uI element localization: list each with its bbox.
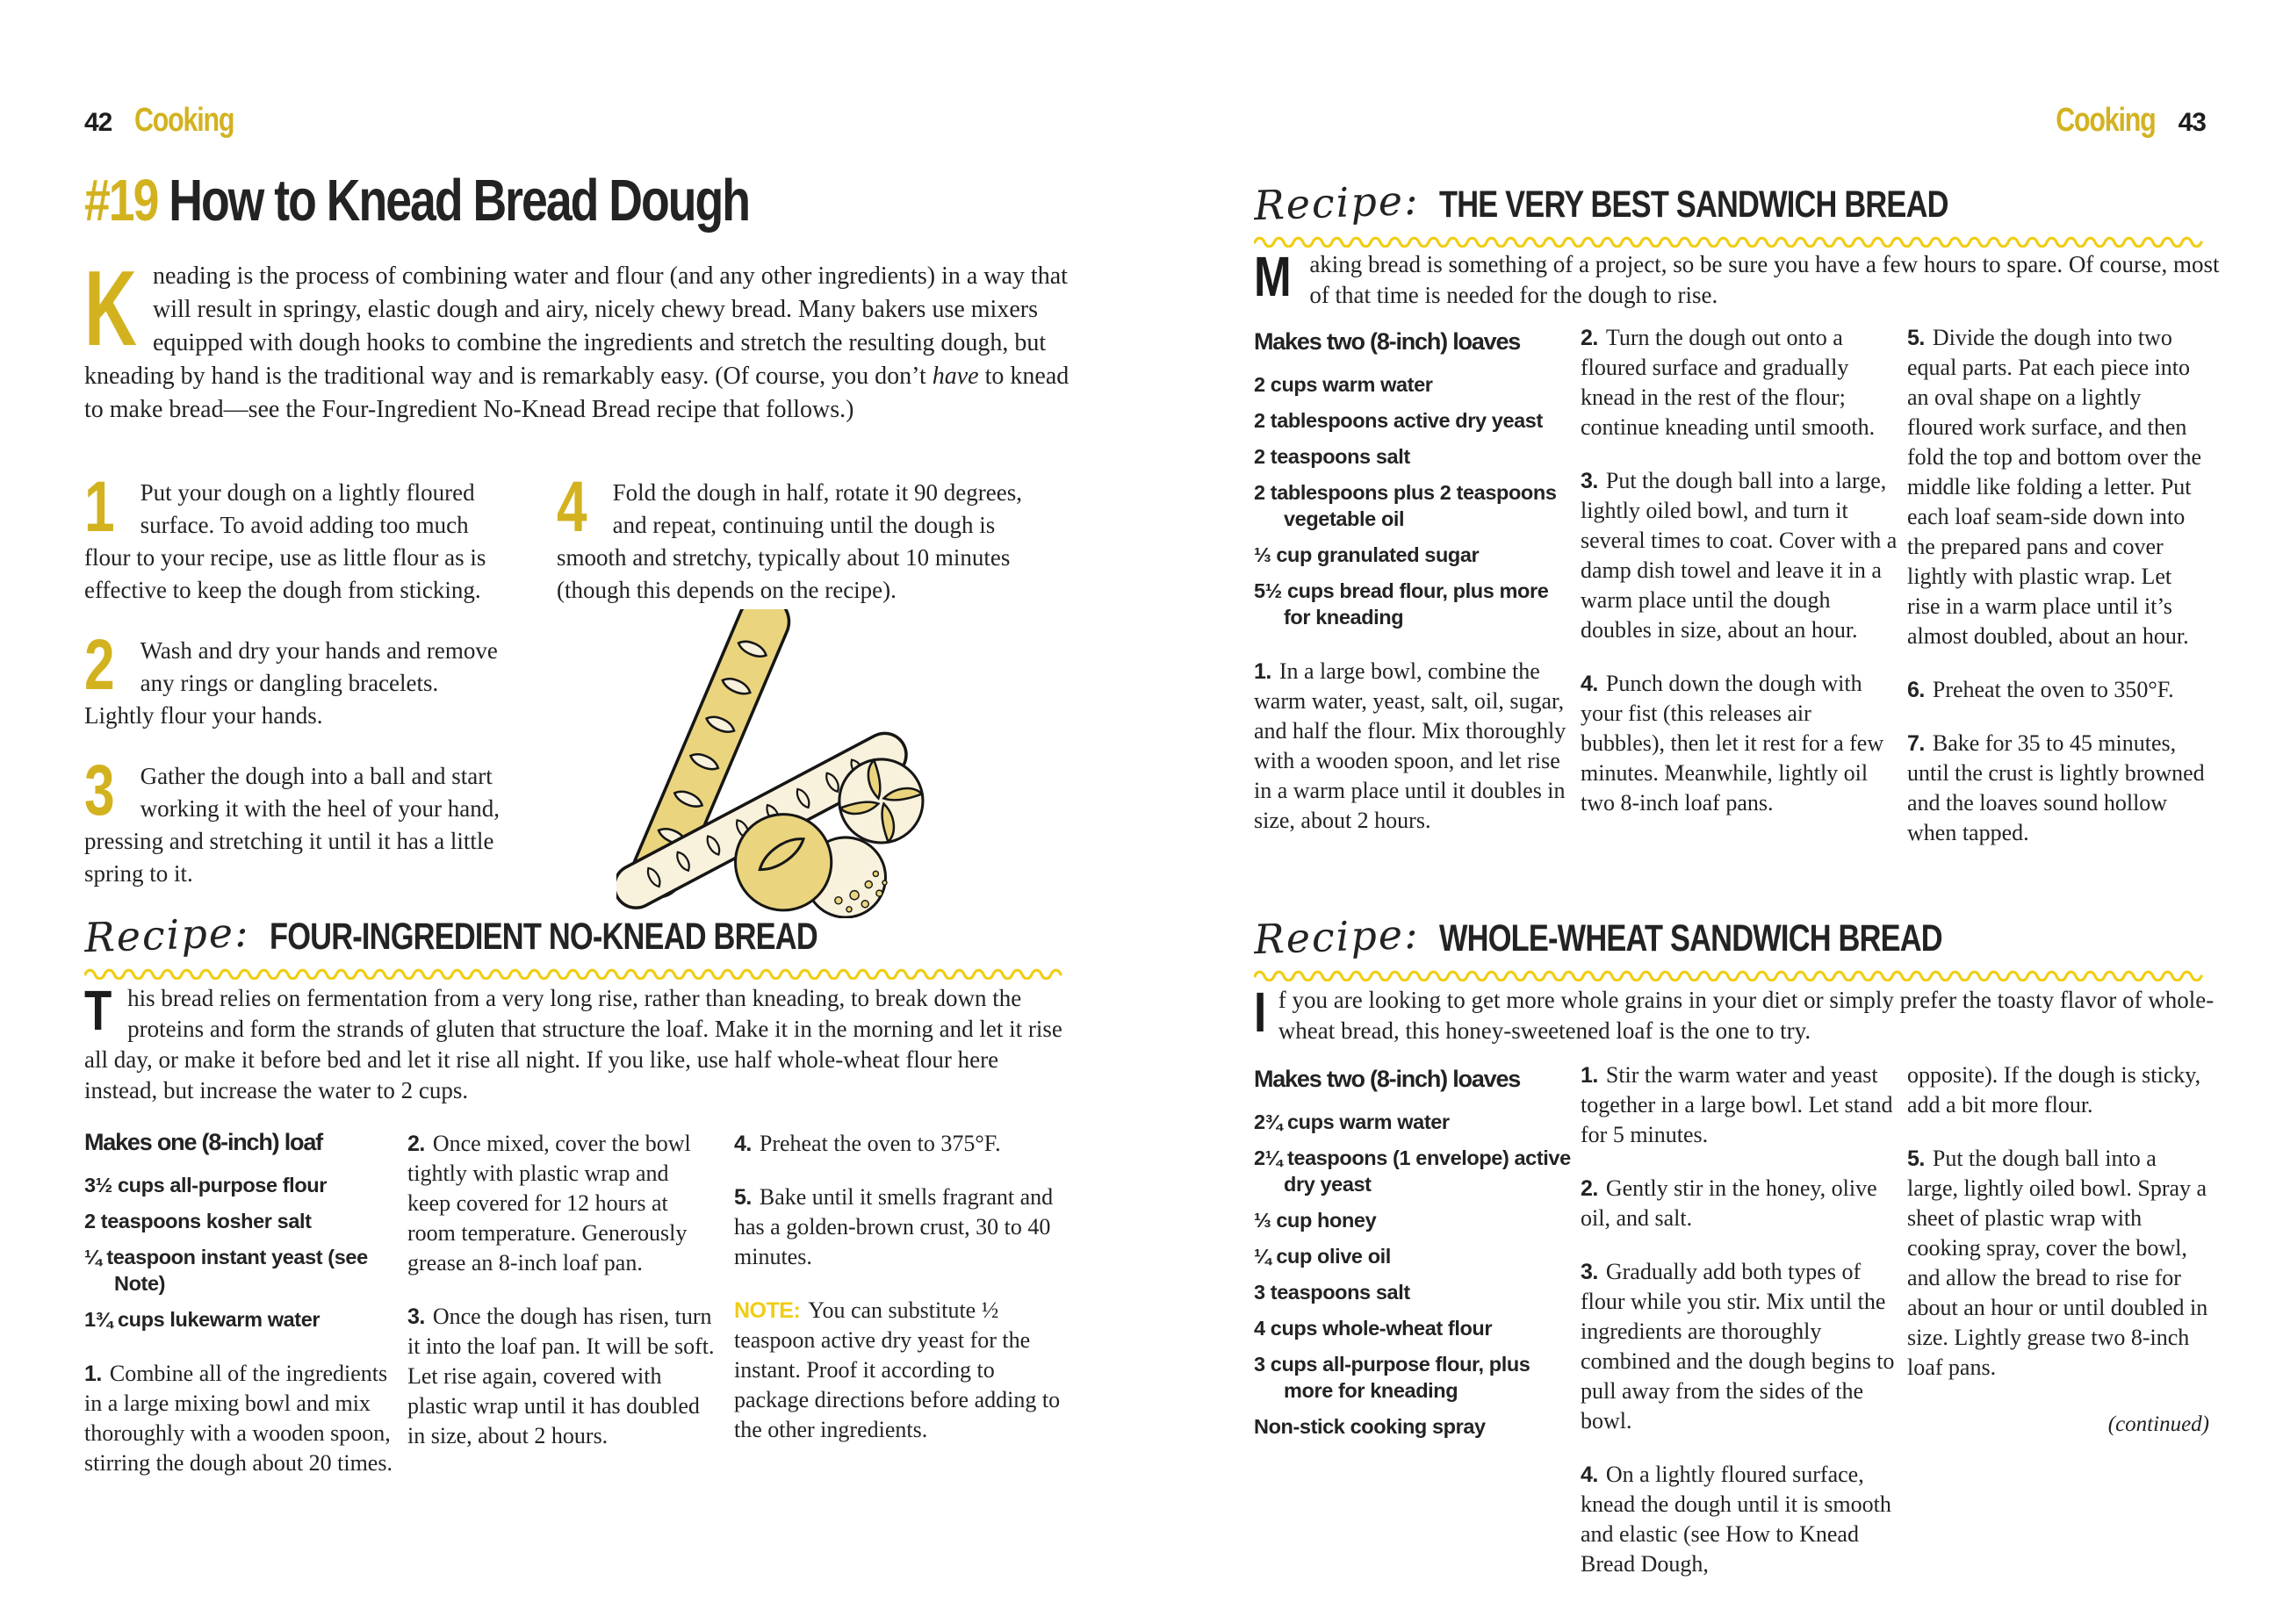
wavy-divider (84, 967, 1068, 980)
bread-illustration (616, 609, 925, 918)
ingredient: ⅓ cup honey (1254, 1209, 1377, 1232)
article-title (84, 167, 915, 234)
recipe-step: 5. Divide the dough into two equal parts. Pat each piece into an oval shape on a lightly floured work surface, and then fold the top and bottom over the middle like folding a letter. Put each loaf seam-side down into the prepared pans and cover lightly with plastic wrap. Let rise in a warm place until it’s almost doubled, about an hour. (1907, 325, 2202, 649)
recipe-2-header (1253, 176, 2207, 248)
article-intro: Kneading is the process of combining water and flour (and any other ingredients) in a way that will result in springy, elastic dough and airy, nicely chewy bread. Many bakers use mixers equipped with dough hooks to combine the ingredients and stretch the resulting dough, but kneading by hand is the traditional way and is remarkably easy. (Of course, you don’t have to knead to make bread—see the Four-Ingredient No-Knead Bread recipe that follows.) (84, 248, 1069, 423)
recipe-3-column-1 (1254, 1066, 1574, 1449)
recipe-1-column-1 (84, 1129, 397, 1502)
recipe-1-intro: This bread relies on fermentation from a very long rise, rather than kneading, to break down the proteins and form the strands of gluten that structure the loaf. Make it in the morning and let it rise all day, or make it before bed and let it rise all night. If you like, use half whole-wheat flour here instead, but increase the water to 2 cups. (84, 979, 1062, 1103)
recipe-step: 4. On a lightly floured surface, knead the dough until it is smooth and elastic (see How to Knead Bread Dough, (1581, 1462, 1891, 1577)
howto-step-2: 2 Wash and dry your hands and remove any rings or dangling bracelets. Lightly flour your hands. (84, 625, 498, 729)
recipe-step: 6. Preheat the oven to 350°F. (1907, 677, 2174, 702)
recipe-2-column-2 (1581, 323, 1900, 842)
recipe-step: 1. In a large bowl, combine the warm water, yeast, salt, oil, sugar, and half the flour. Mix thoroughly with a wooden spoon, and let rise in a warm place until it doubles in size, about 2 hours. (1254, 658, 1566, 833)
ingredient: 4 cups whole-wheat flour (1254, 1317, 1493, 1340)
left-page-number: 42 (84, 108, 112, 137)
recipe-2-intro: Making bread is something of a project, so be sure you have a few hours to spare. Of course, most of that time is needed for the dough to rise. (1254, 245, 2220, 308)
recipe-step: 3. Gradually add both types of flour while you stir. Mix until the ingredients are thoroughly combined and the dough begins to pull away from the sides of the bowl. (1581, 1259, 1895, 1434)
recipe-step: 2. Gently stir in the honey, olive oil, and salt. (1581, 1175, 1877, 1231)
recipe-3-title: WHOLE-WHEAT SANDWICH BREAD (1438, 917, 1942, 959)
ingredient: 2¾ cups warm water (1254, 1110, 1450, 1133)
ingredient: 2 tablespoons active dry yeast (1254, 409, 1543, 432)
wavy-divider (1254, 235, 2207, 248)
left-section-label: Cooking (134, 102, 234, 139)
recipe-1-header (83, 908, 1068, 980)
howto-column-left (84, 467, 502, 918)
left-page-header (84, 102, 259, 140)
ingredient: 2 teaspoons kosher salt (84, 1210, 312, 1232)
dropcap-i: I (1254, 981, 1267, 1044)
ingredient: 1¾ cups lukewarm water (84, 1308, 320, 1331)
right-section-label: Cooking (2056, 102, 2156, 139)
yield-line: Makes two (8-inch) loaves (1254, 1066, 1521, 1092)
recipe-step: 2. Once mixed, cover the bowl tightly with plastic wrap and keep covered for 12 hours at room temperature. Generously grease an 8-inch loaf pan. (407, 1131, 691, 1275)
recipe-1-column-3 (734, 1129, 1068, 1469)
article-title-text: How to Knead Bread Dough (169, 168, 749, 234)
recipe-3-header (1253, 909, 2207, 981)
ingredient: ⅓ cup granulated sugar (1254, 543, 1480, 566)
recipe-2-title: THE VERY BEST SANDWICH BREAD (1438, 183, 1948, 226)
continued-label: (continued) (2107, 1412, 2209, 1436)
ingredient: Non-stick cooking spray (1254, 1415, 1486, 1438)
recipe-1-column-2 (407, 1129, 715, 1475)
ingredient: 5½ cups bread flour, plus more for kneading (1254, 579, 1549, 629)
recipe-script-label: Recipe: (83, 908, 251, 962)
recipe-script-label: Recipe: (1253, 176, 1421, 230)
step-number: 3 (84, 751, 115, 830)
recipe-step: 4. Preheat the oven to 375°F. (734, 1131, 1001, 1156)
note-label: NOTE: (734, 1298, 801, 1323)
recipe-step: 5. Put the dough ball into a large, lightly oiled bowl. Spray a sheet of plastic wrap with cooking spray, cover the bowl, and allow the bread to rise for about an hour or until doubled in size. Lightly grease two 8-inch loaf pans. (1907, 1146, 2208, 1380)
yield-line: Makes two (8-inch) loaves (1254, 328, 1521, 355)
ingredient: 2 teaspoons salt (1254, 445, 1410, 468)
recipe-step: 5. Bake until it smells fragrant and has a golden-brown crust, 30 to 40 minutes. (734, 1184, 1054, 1269)
recipe-3-intro: If you are looking to get more whole grains in your diet or simply prefer the toasty flavor of whole-wheat bread, this honey-sweetened loaf is the one to try. (1254, 981, 2215, 1044)
ingredient: 2 cups warm water (1254, 373, 1433, 396)
yield-line: Makes one (8-inch) loaf (84, 1129, 322, 1155)
recipe-step: 3. Once the dough has risen, turn it into the loaf pan. It will be soft. Let rise again, covered with plastic wrap until it has doubled in size, about 2 hours. (407, 1304, 715, 1448)
step-number: 4 (557, 467, 587, 547)
article-number: #19 (84, 168, 158, 234)
recipe-step: 1. Combine all of the ingredients in a large mixing bowl and mix thoroughly with a wooden spoon, stirring the dough about 20 times. (84, 1361, 393, 1476)
howto-step-1: 1 Put your dough on a lightly floured surface. To avoid adding too much flour to your recipe, use as little flour as is effective to keep the dough from sticking. (84, 467, 486, 603)
ingredient: 2¼ teaspoons (1 envelope) active dry yeast (1254, 1146, 1571, 1196)
recipe-step: 1. Stir the warm water and yeast together in a large bowl. Let stand for 5 minutes. (1581, 1062, 1893, 1147)
recipe-1-title: FOUR-INGREDIENT NO-KNEAD BREAD (269, 916, 817, 958)
right-page-number: 43 (2178, 108, 2206, 137)
recipe-note: NOTE: You can substitute ½ teaspoon active dry yeast for the instant. Proof it according to package directions before adding to the other ingredients. (734, 1297, 1061, 1442)
right-page-header (2031, 102, 2206, 140)
step-number: 2 (84, 625, 115, 705)
ingredient: 3½ cups all-purpose flour (84, 1174, 327, 1196)
recipe-3-column-2 (1581, 1060, 1900, 1603)
ingredient: ¼ teaspoon instant yeast (see Note) (84, 1246, 368, 1295)
recipe-step: 4. Punch down the dough with your fist (this releases air bubbles), then let it rest for a few minutes. Meanwhile, lightly oil two 8-inch loaf pans. (1581, 671, 1884, 816)
dropcap-k: K (84, 248, 137, 368)
recipe-step-continuation: opposite). If the dough is sticky, add a bit more flour. (1907, 1062, 2201, 1117)
ingredient: 2 tablespoons plus 2 teaspoons vegetable oil (1254, 481, 1557, 530)
step-number: 1 (84, 467, 115, 547)
recipe-3-column-3 (1907, 1060, 2209, 1437)
howto-step-4: 4 Fold the dough in half, rotate it 90 degrees, and repeat, continuing until the dough is smooth and stretchy, typically about 10 minutes (though this depends on the recipe). (557, 467, 1023, 603)
dropcap-t: T (84, 979, 112, 1042)
wavy-divider (1254, 969, 2207, 981)
recipe-script-label: Recipe: (1253, 909, 1421, 964)
recipe-step: 7. Bake for 35 to 45 minutes, until the crust is lightly browned and the loaves sound hollow when tapped. (1907, 730, 2205, 845)
ingredient: 3 cups all-purpose flour, plus more for kneading (1254, 1353, 1530, 1402)
ingredient: ¼ cup olive oil (1254, 1245, 1391, 1268)
recipe-step: 2. Turn the dough out onto a floured surface and gradually knead in the rest of the flour; continue kneading until smooth. (1581, 325, 1876, 440)
recipe-2-column-1 (1254, 328, 1574, 859)
recipe-2-column-3 (1907, 323, 2209, 872)
ingredient: 3 teaspoons salt (1254, 1281, 1410, 1304)
howto-step-3: 3 Gather the dough into a ball and start working it with the heel of your hand, pressing and stretching it until it has a little spring to it. (84, 751, 501, 887)
dropcap-m: M (1254, 245, 1292, 308)
recipe-step: 3. Put the dough ball into a large, lightly oiled bowl, and turn it several times to coat. Cover with a damp dish towel and leave it in a warm place until the dough doubles in size, about an hour. (1581, 468, 1898, 643)
